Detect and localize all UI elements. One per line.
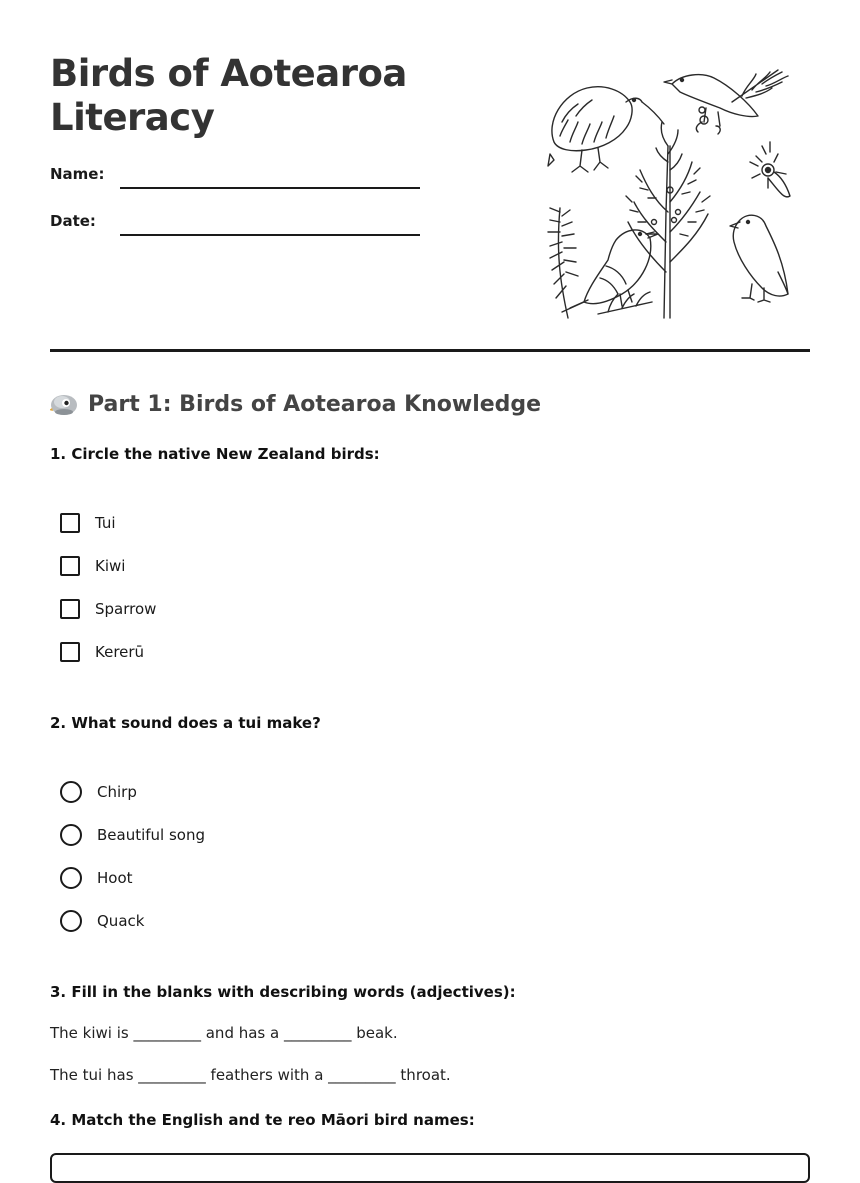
title-line-1: Birds of Aotearoa <box>50 52 407 95</box>
question-1: 1. Circle the native New Zealand birds: <box>50 445 380 463</box>
q2-option[interactable] <box>60 823 205 847</box>
option-label: Kererū <box>95 643 145 661</box>
question-3: 3. Fill in the blanks with describing words (adjectives): <box>50 983 516 1001</box>
birds-line-art-illustration <box>542 62 802 324</box>
q2-option[interactable] <box>60 866 133 890</box>
date-label: Date: <box>50 212 96 230</box>
radio-button[interactable] <box>60 824 82 846</box>
checkbox[interactable] <box>60 642 80 662</box>
fill-blank-sentence-2[interactable]: The tui has _________ feathers with a _________ throat. <box>50 1066 451 1084</box>
central-plant-drawing <box>626 122 710 318</box>
name-label: Name: <box>50 165 105 183</box>
bird-head-emoji-icon <box>50 391 78 417</box>
option-label: Hoot <box>97 869 133 887</box>
bottom-right-bird-drawing <box>730 215 788 302</box>
date-field[interactable] <box>120 234 420 236</box>
q1-option[interactable] <box>60 640 144 664</box>
checkbox[interactable] <box>60 513 80 533</box>
option-label: Beautiful song <box>97 826 206 844</box>
question-2: 2. What sound does a tui make? <box>50 714 321 732</box>
part1-title: Part 1: Birds of Aotearoa Knowledge <box>88 391 542 417</box>
fern-drawing <box>548 208 578 318</box>
flower-drawing <box>750 142 790 197</box>
option-label: Quack <box>97 912 145 930</box>
kiwi-drawing <box>548 87 664 172</box>
checkbox[interactable] <box>60 599 80 619</box>
fill-blank-sentence-1[interactable]: The kiwi is _________ and has a _________ beak. <box>50 1024 398 1042</box>
radio-button[interactable] <box>60 910 82 932</box>
q2-option[interactable] <box>60 780 137 804</box>
top-right-bird-drawing <box>664 70 788 134</box>
bottom-left-bird-drawing <box>562 230 658 314</box>
option-label: Tui <box>95 514 116 532</box>
q2-option[interactable] <box>60 909 144 933</box>
matching-table <box>50 1153 810 1183</box>
radio-button[interactable] <box>60 781 82 803</box>
q1-option[interactable] <box>60 597 156 621</box>
option-label: Sparrow <box>95 600 157 618</box>
q1-option[interactable] <box>60 554 125 578</box>
name-field[interactable] <box>120 187 420 189</box>
part1-heading <box>50 387 541 421</box>
header-divider <box>50 349 810 352</box>
q1-option[interactable] <box>60 511 116 535</box>
option-label: Chirp <box>97 783 137 801</box>
worksheet-page <box>50 0 810 1161</box>
question-4: 4. Match the English and te reo Māori bird names: <box>50 1111 475 1129</box>
option-label: Kiwi <box>95 557 126 575</box>
checkbox[interactable] <box>60 556 80 576</box>
radio-button[interactable] <box>60 867 82 889</box>
title-line-2: Literacy <box>50 96 215 139</box>
worksheet-title <box>50 52 480 140</box>
